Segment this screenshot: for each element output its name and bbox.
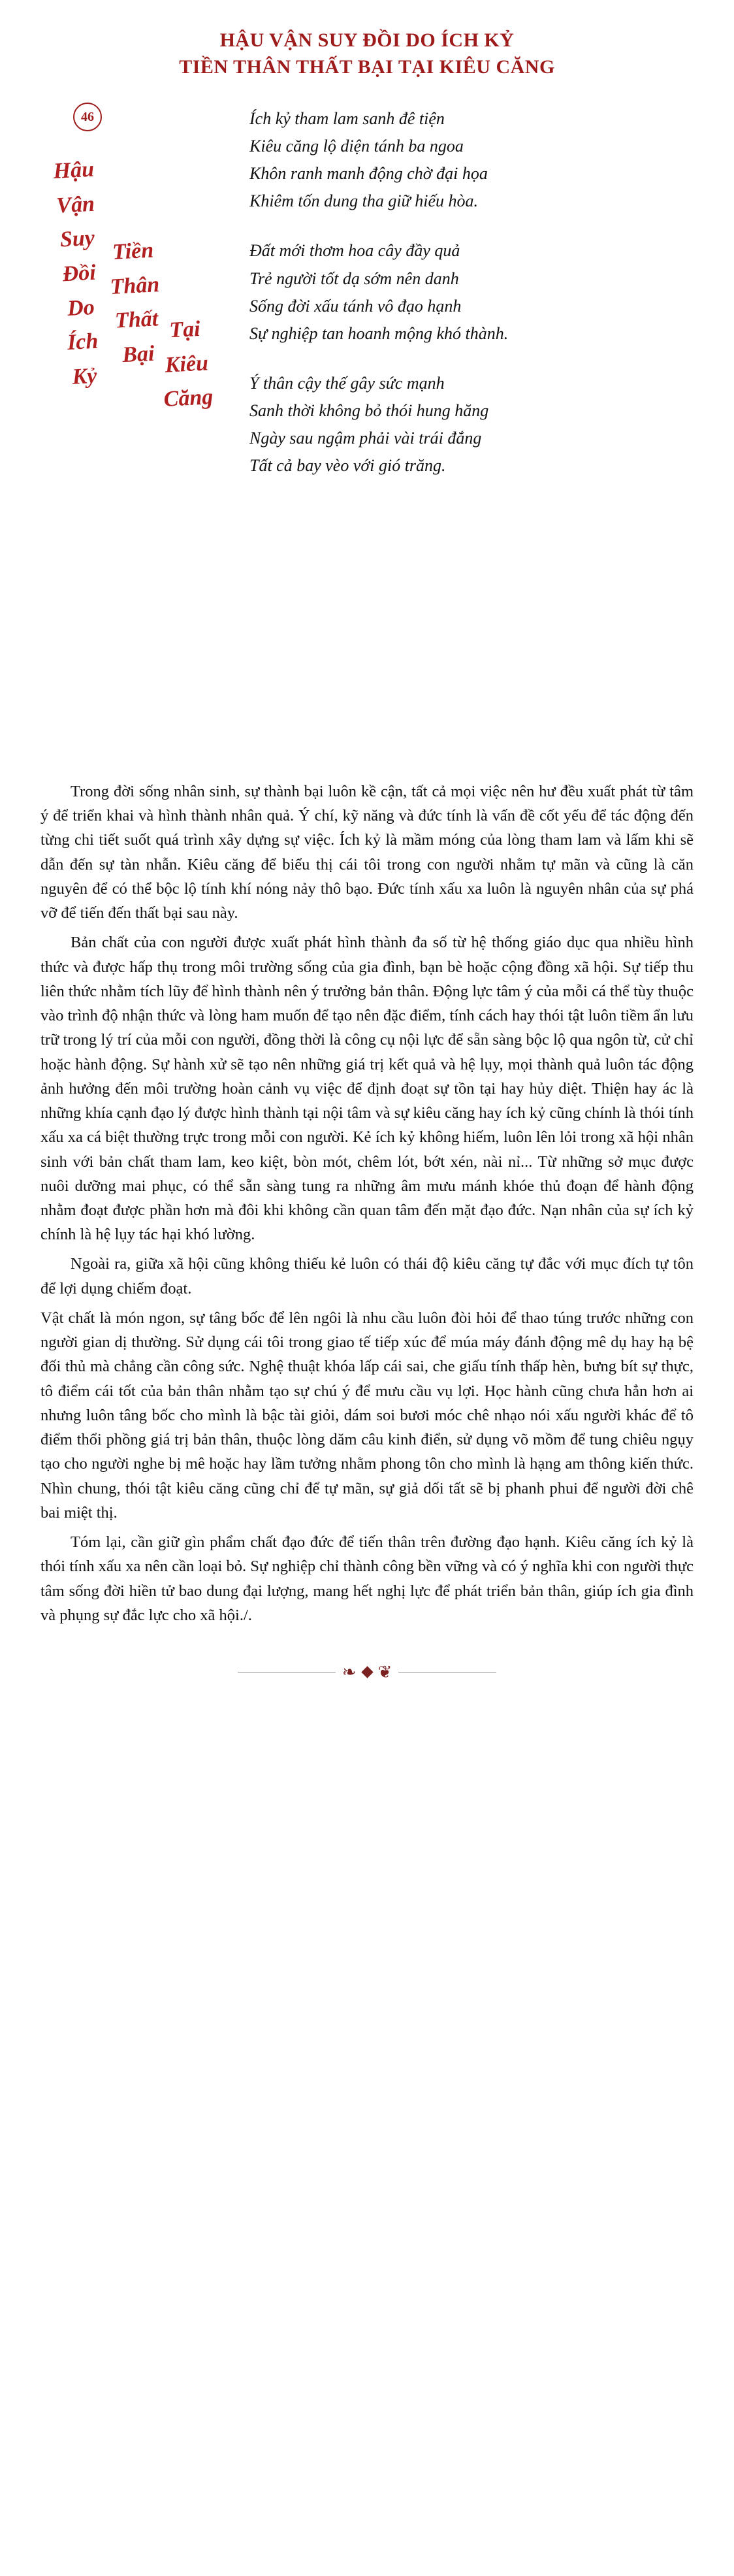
verse-line: Sự nghiệp tan hoanh mộng khó thành.: [249, 323, 509, 343]
calligraphy-char: Căng: [163, 385, 214, 412]
calligraphy-char: Kiêu: [164, 350, 209, 378]
body-paragraph: Vật chất là món ngon, sự tâng bốc để lên ngôi là nhu cầu luôn đòi hỏi để thao túng trước những con người gian dị thường. Sử dụng cái tôi trong giao tế tiếp xúc để múa máy đánh động mê dụ hay hạ bệ đối thủ mà chẳng cần công sức. Nghệ thuật khóa lấp cái sai, che giấu tính thấp hèn, bưng bít sự thực, tô điểm cái tốt của bản thân nhằm tạo sự chú ý để mưu cầu vụ lợi. Học hành cũng chưa hẳn hơn ai nhưng luôn tâng bốc cho mình là bậc tài giỏi, dám soi bươi móc chê nhạo nói xấu người khác để tô điểm thổi phồng giá trị bản thân, thuộc lòng dăm câu kinh điển, sử dụng võ mồm để tung chiêu ngụy tạo cho người nghe bị mê hoặc hay lầm tưởng nhằm phong tôn cho mình là hạng am thông kiến thức. Nhìn chung, thói tật kiêu căng cũng chỉ để tự mãn, sự giả dối tất sẽ bị phanh phui để người đời chê bai miệt thị.: [40, 1309, 694, 1522]
verse-line: Sống đời xấu tánh vô đạo hạnh: [249, 296, 462, 316]
page-title: [40, 27, 694, 80]
calligraphy-char: Hậu: [52, 157, 95, 184]
verse-line: Đất mới thơm hoa cây đầy quả: [249, 241, 460, 261]
poem-stanza: [249, 370, 694, 480]
poem-stanza: [249, 105, 694, 215]
swirl-right-icon: ❦: [377, 1662, 392, 1682]
title-line-1: HẬU VẬN SUY ĐỒI DO ÍCH KỶ: [219, 29, 515, 51]
calligraphy-char: Tiền: [112, 238, 155, 265]
verse-line: Tất cả bay vèo với gió trăng.: [249, 456, 446, 476]
calligraphy-char: Đồi: [61, 260, 97, 287]
verse-line: Sanh thời không bỏ thói hung hăng: [249, 400, 489, 420]
calligraphy-char: Do: [67, 295, 95, 321]
verse-line: Ngày sau ngậm phải vài trái đắng: [249, 429, 482, 448]
body-paragraph: Tóm lại, cần giữ gìn phẩm chất đạo đức để tiến thân trên đường đạo hạnh. Kiêu căng ích kỷ là thói tính xấu xa nên cần loại bỏ. Sự nghiệp chỉ thành công bền vững và có ý nghĩa khi con người thực tâm sống đời hiền tử bao dung đại lượng, mang hết nghị lực để phát triển bản thân, giúp ích gia đình và phụng sự đắc lực cho xã hội./.: [40, 1533, 694, 1624]
body-paragraph: Ngoài ra, giữa xã hội cũng không thiếu kẻ luôn có thái độ kiêu căng tự đắc với mục đích tự tôn để lợi dụng chiếm đoạt.: [40, 1255, 694, 1297]
calligraphy-char: Thất: [114, 306, 159, 334]
poem-section: [40, 97, 694, 751]
calligraphy-column-3: [159, 312, 214, 417]
body-paragraph: Bản chất của con người được xuất phát hình thành đa số từ hệ thống giáo dục qua nhiều hình thức và được hấp thụ trong môi trường sống của gia đình, bạn bè hoặc cộng đồng xã hội. Sự tiếp thu liên thức nhằm tích lũy để hình thành nên ý trưởng bản thân. Động lực tâm ý của mỗi cá thể tùy thuộc vào trình độ nhận thức và lòng ham muốn để tạo nên đặc điểm, tính cách hay thói tật luôn tiềm ẩn lưu trữ trong lý trí của mỗi con người, đồng thời là công cụ nội lực để sẵn sàng bộc lộ qua ngôn từ, cử chỉ hoặc hành động. Sự hành xử sẽ tạo nên những giá trị kết quả và hệ lụy, mọi thành quả luôn tác động ảnh hưởng đến môi trường hoàn cảnh vụ việc để định đoạt sự tồn tại hay hủy diệt. Thiện hay ác là những khía cạnh đạo lý được hình thành tại nội tâm và sự kiêu căng hay ích kỷ cũng chính là thói tính xấu xa cá biệt thường trực trong mỗi con người. Kẻ ích kỷ không hiếm, luôn lên lỏi trong xã hội nhân sinh với bản chất tham lam, keo kiệt, bòn mót, chêm lót, bớt xén, nài nỉ... Từ những sở mục được nuôi dưỡng mai phục, có thể sẵn sàng tung ra những âm mưu mánh khóe thủ đoạn để hành động nhằm đoạt được phần hơn mà đôi khi không cần quan tâm đến mặt đạo đức. Nạn nhân của sự ích kỷ chính là hệ lụy tác hại khó lường.: [40, 934, 694, 1244]
verse-line: Ý thân cậy thế gây sức mạnh: [249, 373, 445, 393]
verse-line: Trẻ người tốt dạ sớm nên danh: [249, 269, 459, 288]
calligraphy-column-1: [52, 153, 106, 396]
body-paragraph: Trong đời sống nhân sinh, sự thành bại luôn kề cận, tất cả mọi việc nên hư đều xuất phát từ tâm ý để triển khai và hình thành nhân quả. Ý chí, kỹ năng và đức tính là vấn đề cốt yếu để tác động đến từng chi tiết suốt quá trình xây dựng sự việc. Ích kỷ là mầm móng của lòng tham lam và lấm khi sẽ dẫn đến sự tàn nhẫn. Kiêu căng để biểu thị cái tôi trong con người nhằm tự mãn và cũng là căn nguyên để có thể bộc lộ tính khí nóng nảy thô bạo. Đức tính xấu xa luôn là nguyên nhân của sự phá vỡ để tiến đến thất bại sau này.: [40, 783, 694, 922]
calligraphy-char: Tại: [168, 316, 201, 343]
verse-line: Ích kỷ tham lam sanh đê tiện: [249, 109, 445, 128]
verse-line: Khôn ranh manh động chờ đại họa: [249, 164, 488, 184]
calligraphy-char: Suy: [59, 226, 95, 252]
title-line-2: TIỀN THÂN THẤT BẠI TẠI KIÊU CĂNG: [179, 56, 555, 78]
calligraphy-column-2: [108, 233, 165, 373]
swirl-left-icon: ❧: [342, 1662, 357, 1682]
verse-line: Kiêu căng lộ diện tánh ba ngoa: [249, 137, 464, 156]
diamond-icon: [361, 1667, 373, 1678]
calligraphy-char: Thân: [109, 272, 161, 299]
poem-stanza: [249, 237, 694, 347]
poem-verses: [249, 97, 694, 480]
poem-number-badge: 46: [73, 103, 102, 131]
calligraphy-char: Bại: [121, 341, 155, 368]
calligraphy-char: Vận: [56, 191, 95, 218]
verse-line: Khiêm tốn dung tha giữ hiếu hòa.: [249, 191, 478, 211]
body-text: [40, 779, 694, 1627]
calligraphy-char: Ích: [67, 329, 99, 355]
footer-ornament: [40, 1664, 694, 1681]
calligraphy-char: Kỷ: [71, 363, 98, 389]
